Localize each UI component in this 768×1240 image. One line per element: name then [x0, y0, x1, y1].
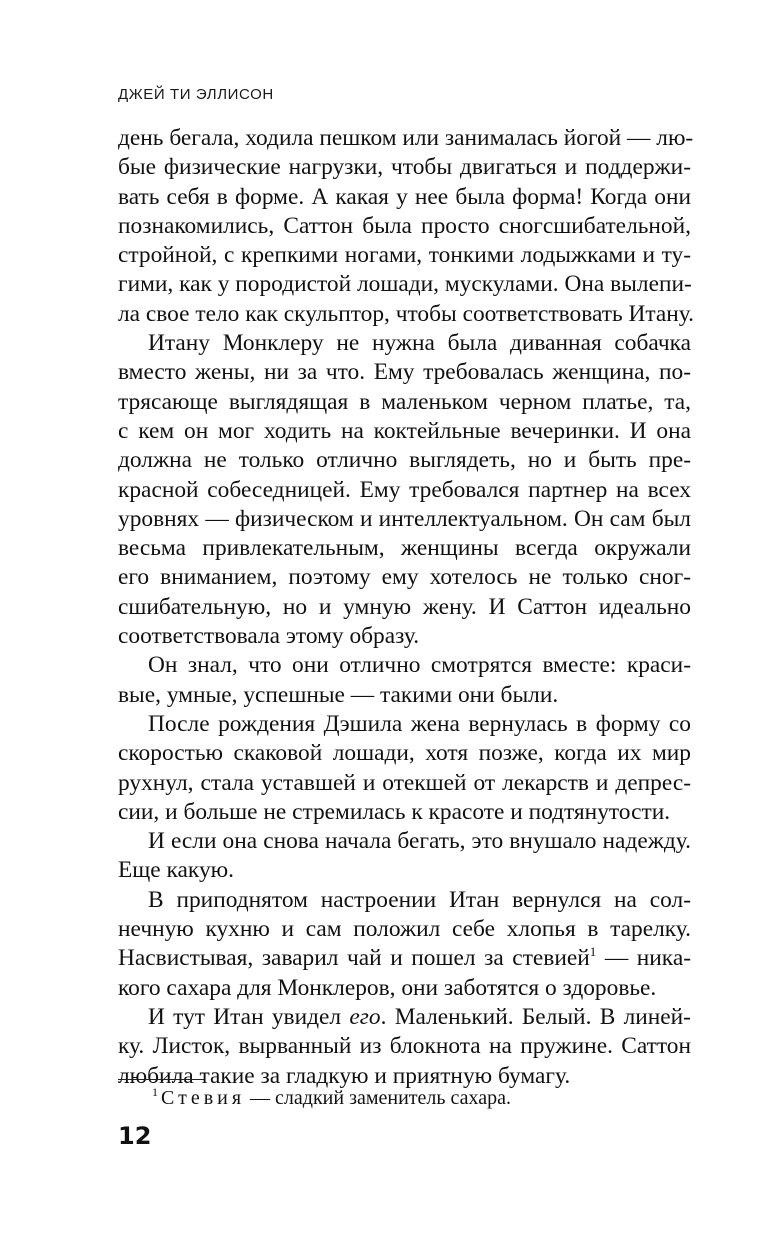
text-line: ку. Листок, вырванный из блокнота на пружине. Саттон: [118, 1033, 691, 1060]
footnote-term: Стевия: [161, 1087, 246, 1109]
text-line: Итану Монклеру не нужна была диванная собачка: [148, 330, 691, 357]
text-line: весьма привлекательным, женщины всегда окружали: [118, 535, 691, 562]
text-line-with-footnote: [118, 944, 691, 973]
text-line: бые физические нагрузки, чтобы двигаться и поддержи-: [118, 154, 691, 181]
footnote-reference: 1: [589, 944, 597, 960]
text-line: вые, умные, успешные — такими они были.: [118, 681, 559, 708]
text-line: с кем он мог ходить на коктейльные вечеринки. И она: [118, 417, 691, 444]
text-line: соответствовала этому образу.: [118, 623, 420, 650]
text-line: В приподнятом настроении Итан вернулся на сол-: [148, 886, 691, 913]
text-line: познакомились, Саттон была просто сногсшибательной,: [118, 212, 691, 239]
text-line: день бегала, ходила пешком или занималась йогой — лю-: [118, 125, 694, 151]
text-line: Он знал, что они отлично смотрятся вместе: краси-: [148, 652, 691, 679]
text-line: красной собеседницей. Ему требовался партнер на всех: [118, 476, 691, 503]
text-line: нечную кухню и сам положил себе хлопья в тарелку.: [118, 916, 691, 943]
text-line: После рождения Дэшила жена вернулась в форму со: [148, 710, 691, 737]
text-line: вместо жены, ни за что. Ему требовалась женщина, по-: [118, 359, 691, 386]
page-number: 12: [118, 1122, 152, 1150]
text-line: ла свое тело как скульптор, чтобы соответствовать Итану.: [118, 300, 694, 327]
text-fragment: Насвистывая, заварил чай и пошел за стевией: [118, 945, 590, 972]
italic-emphasis: его: [349, 1003, 381, 1030]
running-head-author: ДЖЕЙ ТИ ЭЛЛИСОН: [118, 86, 274, 103]
text-line: Еще какую.: [118, 857, 234, 884]
text-line: сии, и больше не стремилась к красоте и подтянутости.: [118, 798, 671, 825]
text-line: уровнях — физическом и интеллектуальном. Он сам был: [118, 505, 691, 532]
footnote-divider: [118, 1079, 204, 1080]
text-fragment: . Маленький. Белый. В линей-: [380, 1003, 691, 1030]
text-line: скоростью скаковой лошади, хотя позже, когда их мир: [118, 740, 691, 767]
text-fragment: И тут Итан увидел: [148, 1003, 342, 1030]
text-line: гими, как у породистой лошади, мускулами. Она вылепи-: [118, 271, 692, 298]
text-fragment: — ника-: [596, 945, 691, 972]
text-line: стройной, с крепкими ногами, тонкими лодыжками и ту-: [118, 242, 691, 269]
footnote: [152, 1086, 511, 1110]
footnote-text: — сладкий заменитель сахара.: [245, 1087, 512, 1109]
footnote-number: 1: [152, 1085, 158, 1100]
text-line: кого сахара для Монклеров, они заботятся о здоровье.: [118, 974, 657, 1001]
text-line: любила такие за гладкую и приятную бумагу.: [118, 1062, 571, 1089]
text-line-with-italic: [118, 1003, 691, 1032]
text-line: его вниманием, поэтому ему хотелось не только снoг-: [118, 564, 691, 591]
body-text: [118, 124, 694, 1091]
text-line: И если она снова начала бегать, это внушало надежду.: [148, 828, 691, 855]
text-line: должна не только отлично выглядеть, но и быть пре-: [118, 447, 691, 474]
text-line: сшибательную, но и умную жену. И Саттон идеально: [118, 593, 691, 620]
text-line: трясающе выглядящая в маленьком черном платье, та,: [118, 388, 691, 415]
text-line: вать себя в форме. А какая у нее была форма! Когда они: [118, 183, 691, 210]
text-line: рухнул, стала уставшей и отекшей от лекарств и депрес-: [118, 769, 691, 796]
